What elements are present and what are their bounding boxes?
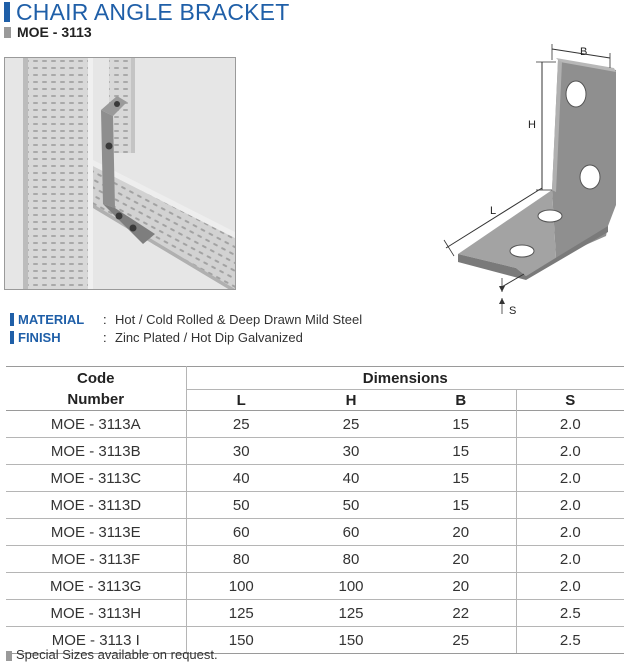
column-header-l: L (186, 390, 296, 411)
dim-l-cell: 100 (186, 573, 296, 600)
dim-s-cell: 2.0 (516, 546, 624, 573)
dim-l-cell: 25 (186, 411, 296, 438)
finish-value: Zinc Plated / Hot Dip Galvanized (115, 330, 303, 345)
table-row (6, 465, 624, 492)
table-row (6, 492, 624, 519)
product-code-cell: MOE - 3113G (6, 573, 186, 600)
dim-l-cell: 80 (186, 546, 296, 573)
dim-h-cell: 50 (296, 492, 406, 519)
dim-l-cell: 60 (186, 519, 296, 546)
material-label: MATERIAL (18, 312, 85, 327)
dim-s-cell: 2.0 (516, 492, 624, 519)
dimension-label-l: L (490, 205, 497, 217)
material-value: Hot / Cold Rolled & Deep Drawn Mild Steel (115, 312, 363, 327)
dim-b-cell: 15 (406, 411, 516, 438)
bracket-diagram (430, 40, 626, 330)
table-row (6, 519, 624, 546)
technical-drawing (430, 40, 626, 330)
dim-h-cell: 100 (296, 573, 406, 600)
dimension-label-b: B (580, 46, 588, 58)
dimensions-table (6, 366, 624, 654)
product-code-cell: MOE - 3113D (6, 492, 186, 519)
spec-separator: : (103, 330, 107, 345)
dimension-label-h: H (528, 119, 536, 131)
dim-l-cell: 125 (186, 600, 296, 627)
column-header-b: B (406, 390, 516, 411)
table-row (6, 438, 624, 465)
dimensions-header: Dimensions (186, 367, 624, 390)
dim-b-cell: 15 (406, 438, 516, 465)
dim-b-cell: 15 (406, 465, 516, 492)
table-row (6, 546, 624, 573)
dimension-label-s: S (509, 305, 517, 317)
table-row (6, 573, 624, 600)
product-code-cell: MOE - 3113C (6, 465, 186, 492)
title-accent-bar (4, 2, 10, 22)
product-code-cell: MOE - 3113F (6, 546, 186, 573)
product-code-cell: MOE - 3113A (6, 411, 186, 438)
dim-l-cell: 40 (186, 465, 296, 492)
dim-l-cell: 150 (186, 627, 296, 654)
spec-separator: : (103, 312, 107, 327)
dim-h-cell: 150 (296, 627, 406, 654)
dim-l-cell: 50 (186, 492, 296, 519)
dim-s-cell: 2.0 (516, 411, 624, 438)
code-header-line2: Number (6, 390, 186, 411)
dim-s-cell: 2.0 (516, 465, 624, 492)
installation-photo-graphic (5, 58, 235, 289)
dim-b-cell: 15 (406, 492, 516, 519)
dim-b-cell: 22 (406, 600, 516, 627)
dim-s-cell: 2.0 (516, 438, 624, 465)
spec-marker (10, 313, 14, 326)
dim-h-cell: 40 (296, 465, 406, 492)
dim-b-cell: 25 (406, 627, 516, 654)
dim-s-cell: 2.5 (516, 600, 624, 627)
dim-h-cell: 60 (296, 519, 406, 546)
table-row (6, 411, 624, 438)
product-code: MOE - 3113 (17, 24, 92, 40)
product-code-cell: MOE - 3113E (6, 519, 186, 546)
dim-b-cell: 20 (406, 519, 516, 546)
dim-b-cell: 20 (406, 573, 516, 600)
dim-s-cell: 2.5 (516, 627, 624, 654)
finish-label: FINISH (18, 330, 61, 345)
dim-s-cell: 2.0 (516, 573, 624, 600)
dim-h-cell: 80 (296, 546, 406, 573)
dim-h-cell: 25 (296, 411, 406, 438)
code-header-line1: Code (6, 367, 186, 390)
table-row (6, 600, 624, 627)
dim-h-cell: 30 (296, 438, 406, 465)
dim-l-cell: 30 (186, 438, 296, 465)
product-code-cell: MOE - 3113B (6, 438, 186, 465)
special-sizes-note: Special Sizes available on request. (16, 647, 218, 662)
column-header-h: H (296, 390, 406, 411)
installation-photo (4, 57, 236, 290)
dim-s-cell: 2.0 (516, 519, 624, 546)
product-code-cell: MOE - 3113H (6, 600, 186, 627)
page-title: CHAIR ANGLE BRACKET (16, 0, 290, 25)
column-header-s: S (516, 390, 624, 411)
dim-b-cell: 20 (406, 546, 516, 573)
product-code-cell: MOE - 3113 I (6, 627, 186, 654)
spec-marker (10, 331, 14, 344)
note-marker (6, 651, 12, 661)
subtitle-marker (4, 27, 11, 38)
dim-h-cell: 125 (296, 600, 406, 627)
